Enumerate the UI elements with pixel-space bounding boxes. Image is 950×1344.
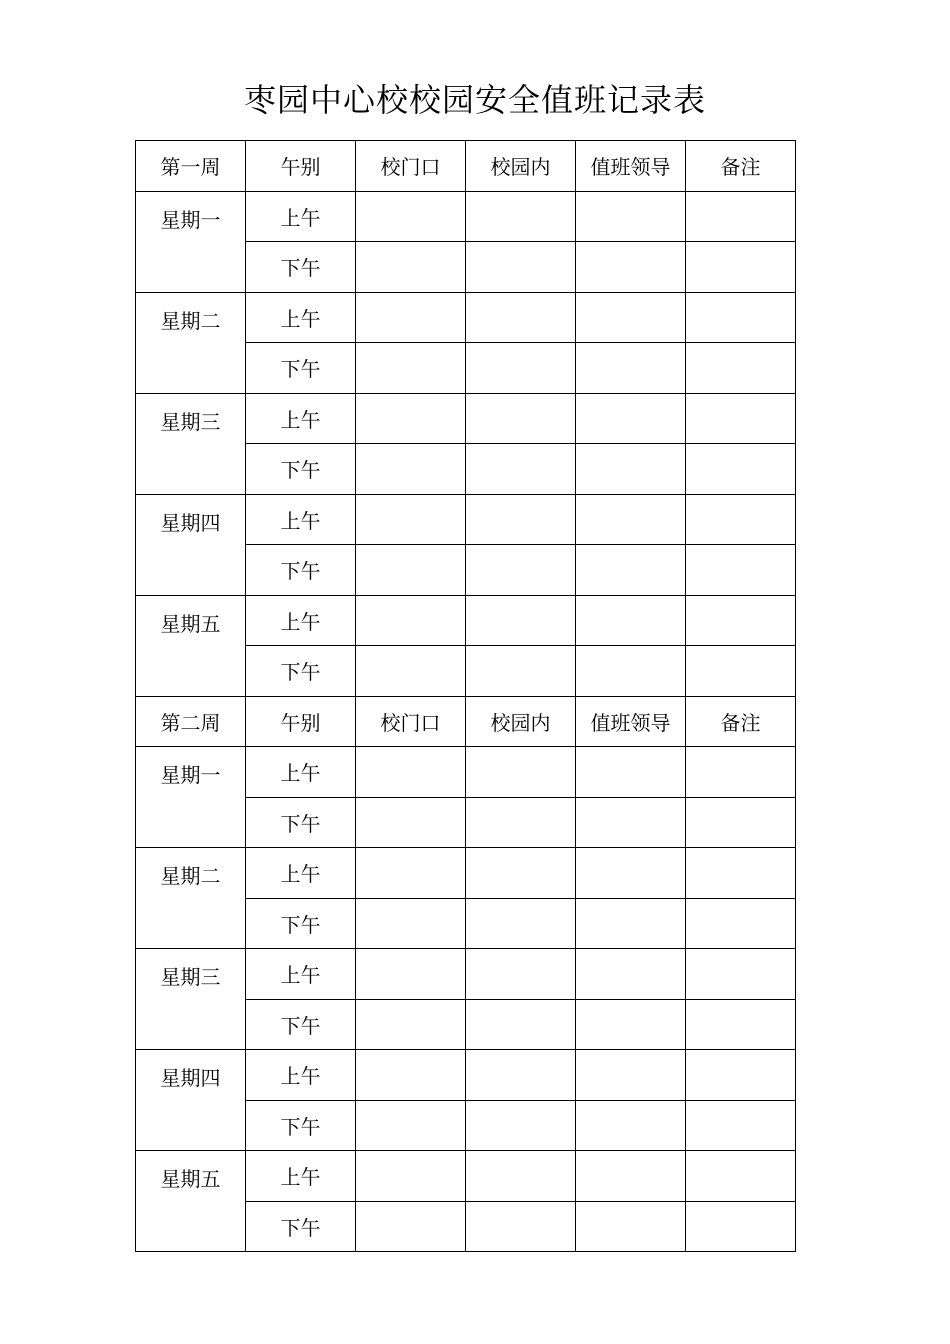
notes-cell xyxy=(686,444,796,495)
day-label: 星期三 xyxy=(136,949,246,1050)
gate-cell xyxy=(356,999,466,1050)
leader-cell xyxy=(576,595,686,646)
column-header: 校园内 xyxy=(466,141,576,192)
day-label: 星期一 xyxy=(136,191,246,292)
campus-cell xyxy=(466,1050,576,1101)
campus-cell xyxy=(466,595,576,646)
gate-cell xyxy=(356,949,466,1000)
leader-cell xyxy=(576,999,686,1050)
column-header: 值班领导 xyxy=(576,696,686,747)
document-title: 枣园中心校校园安全值班记录表 xyxy=(243,81,706,119)
column-header: 备注 xyxy=(686,696,796,747)
period-label: 下午 xyxy=(246,343,356,394)
leader-cell xyxy=(576,646,686,697)
column-header: 校园内 xyxy=(466,696,576,747)
gate-cell xyxy=(356,1201,466,1252)
gate-cell xyxy=(356,646,466,697)
leader-cell xyxy=(576,1151,686,1202)
notes-cell xyxy=(686,747,796,798)
period-label: 下午 xyxy=(246,1100,356,1151)
period-label: 下午 xyxy=(246,444,356,495)
leader-cell xyxy=(576,1100,686,1151)
gate-cell xyxy=(356,1050,466,1101)
leader-cell xyxy=(576,1201,686,1252)
gate-cell xyxy=(356,595,466,646)
day-label: 星期二 xyxy=(136,848,246,949)
table-row xyxy=(136,494,796,545)
day-label: 星期三 xyxy=(136,393,246,494)
table-row xyxy=(136,595,796,646)
table-row xyxy=(136,1151,796,1202)
week-label: 第一周 xyxy=(136,141,246,192)
period-label: 上午 xyxy=(246,848,356,899)
gate-cell xyxy=(356,1151,466,1202)
campus-cell xyxy=(466,999,576,1050)
campus-cell xyxy=(466,1201,576,1252)
gate-cell xyxy=(356,1100,466,1151)
gate-cell xyxy=(356,191,466,242)
notes-cell xyxy=(686,848,796,899)
table-row xyxy=(136,1050,796,1101)
period-label: 下午 xyxy=(246,999,356,1050)
leader-cell xyxy=(576,191,686,242)
day-label: 星期四 xyxy=(136,494,246,595)
leader-cell xyxy=(576,797,686,848)
campus-cell xyxy=(466,393,576,444)
notes-cell xyxy=(686,1050,796,1101)
notes-cell xyxy=(686,646,796,697)
table-row xyxy=(136,191,796,242)
period-label: 上午 xyxy=(246,494,356,545)
gate-cell xyxy=(356,292,466,343)
period-label: 下午 xyxy=(246,545,356,596)
table-row xyxy=(136,747,796,798)
table-row xyxy=(136,848,796,899)
gate-cell xyxy=(356,797,466,848)
period-label: 上午 xyxy=(246,1151,356,1202)
campus-cell xyxy=(466,646,576,697)
notes-cell xyxy=(686,242,796,293)
period-label: 上午 xyxy=(246,1050,356,1101)
week-header-row xyxy=(136,141,796,192)
period-label: 下午 xyxy=(246,242,356,293)
campus-cell xyxy=(466,292,576,343)
week-label: 第二周 xyxy=(136,696,246,747)
leader-cell xyxy=(576,494,686,545)
leader-cell xyxy=(576,848,686,899)
period-label: 下午 xyxy=(246,646,356,697)
campus-cell xyxy=(466,797,576,848)
leader-cell xyxy=(576,444,686,495)
gate-cell xyxy=(356,747,466,798)
campus-cell xyxy=(466,242,576,293)
gate-cell xyxy=(356,393,466,444)
notes-cell xyxy=(686,191,796,242)
day-label: 星期四 xyxy=(136,1050,246,1151)
table-row xyxy=(136,949,796,1000)
campus-cell xyxy=(466,545,576,596)
campus-cell xyxy=(466,747,576,798)
notes-cell xyxy=(686,898,796,949)
day-label: 星期一 xyxy=(136,747,246,848)
campus-cell xyxy=(466,444,576,495)
day-label: 星期五 xyxy=(136,595,246,696)
campus-cell xyxy=(466,494,576,545)
notes-cell xyxy=(686,545,796,596)
campus-cell xyxy=(466,898,576,949)
period-label: 上午 xyxy=(246,949,356,1000)
notes-cell xyxy=(686,292,796,343)
notes-cell xyxy=(686,949,796,1000)
period-label: 上午 xyxy=(246,393,356,444)
leader-cell xyxy=(576,747,686,798)
duty-roster-table xyxy=(135,140,796,1252)
notes-cell xyxy=(686,343,796,394)
campus-cell xyxy=(466,848,576,899)
period-label: 上午 xyxy=(246,595,356,646)
column-header: 值班领导 xyxy=(576,141,686,192)
gate-cell xyxy=(356,898,466,949)
gate-cell xyxy=(356,494,466,545)
period-label: 上午 xyxy=(246,292,356,343)
column-header: 备注 xyxy=(686,141,796,192)
notes-cell xyxy=(686,1100,796,1151)
notes-cell xyxy=(686,797,796,848)
gate-cell xyxy=(356,343,466,394)
campus-cell xyxy=(466,1100,576,1151)
leader-cell xyxy=(576,393,686,444)
leader-cell xyxy=(576,898,686,949)
notes-cell xyxy=(686,494,796,545)
day-label: 星期五 xyxy=(136,1151,246,1252)
table-row xyxy=(136,292,796,343)
period-label: 上午 xyxy=(246,747,356,798)
campus-cell xyxy=(466,949,576,1000)
notes-cell xyxy=(686,1151,796,1202)
roster-body xyxy=(136,141,796,1252)
notes-cell xyxy=(686,393,796,444)
period-label: 下午 xyxy=(246,797,356,848)
leader-cell xyxy=(576,292,686,343)
campus-cell xyxy=(466,343,576,394)
table-row xyxy=(136,393,796,444)
notes-cell xyxy=(686,595,796,646)
column-header: 午别 xyxy=(246,141,356,192)
day-label: 星期二 xyxy=(136,292,246,393)
notes-cell xyxy=(686,999,796,1050)
period-label: 下午 xyxy=(246,898,356,949)
gate-cell xyxy=(356,242,466,293)
campus-cell xyxy=(466,191,576,242)
gate-cell xyxy=(356,848,466,899)
gate-cell xyxy=(356,444,466,495)
campus-cell xyxy=(466,1151,576,1202)
week-header-row xyxy=(136,696,796,747)
notes-cell xyxy=(686,1201,796,1252)
leader-cell xyxy=(576,545,686,596)
leader-cell xyxy=(576,1050,686,1101)
leader-cell xyxy=(576,343,686,394)
period-label: 下午 xyxy=(246,1201,356,1252)
column-header: 校门口 xyxy=(356,141,466,192)
period-label: 上午 xyxy=(246,191,356,242)
gate-cell xyxy=(356,545,466,596)
column-header: 校门口 xyxy=(356,696,466,747)
leader-cell xyxy=(576,242,686,293)
leader-cell xyxy=(576,949,686,1000)
column-header: 午别 xyxy=(246,696,356,747)
